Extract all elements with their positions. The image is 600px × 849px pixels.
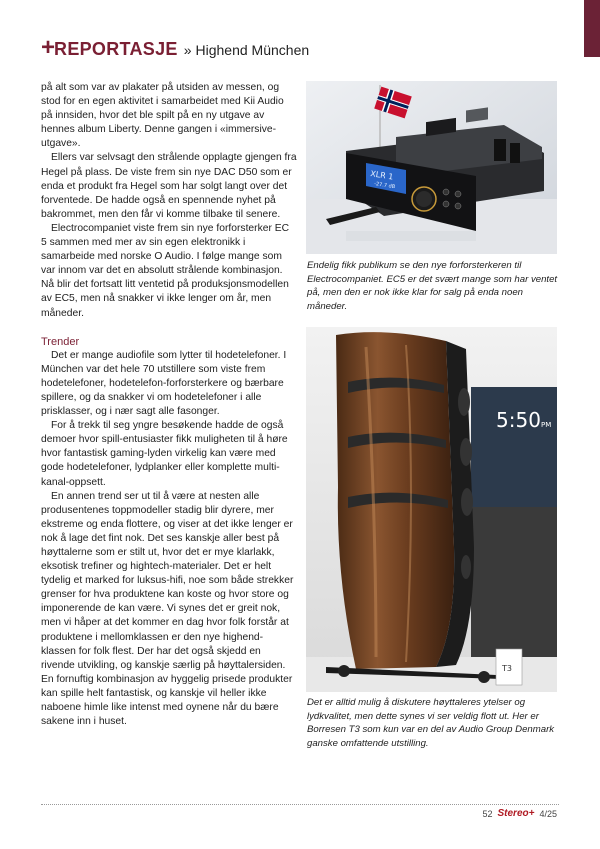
photo-speaker-illustration [306, 327, 557, 692]
corner-color-tab [584, 0, 600, 57]
page-number: 52 [482, 808, 493, 819]
article-paragraph: Electrocompaniet viste frem sin nye forforsterker EC 5 sammen med mer av sin egen elektronikk i samarbeide med norske O Audio. I følge mange som var innom var det en absolutt strålende kombinasjon. Nå blir det fortsatt litt ventetid på produksjonsmodellen av EC5, men nå snakker vi ikke lenger om år, men måneder. [41, 222, 290, 319]
photo-preamplifier [306, 81, 557, 254]
section-subtitle: Highend München [195, 42, 310, 58]
photo-speaker [306, 327, 557, 692]
article-paragraph: på alt som var av plakater på utsiden av messen, og stod for en egen aktivitet i samarbeidet med Kii Audio på innsiden, hvor det ble spilt på en ny utgave av hennes album Liberty. Denne gangen i «immersive-utgave». [41, 82, 284, 150]
photo-caption-preamplifier: Endelig fikk publikum se den nye forforsterkeren til Electrocompaniet. EC5 er det svært mange som har ventet på, men den er nok ikke klar for salg på enda noen måneder. [307, 260, 558, 312]
footer-divider [41, 804, 559, 805]
product-sign-text: T3 [502, 664, 512, 673]
background-screen-clock: 5:50 [496, 408, 541, 432]
issue-number: 4/25 [539, 808, 557, 819]
background-screen-clock-suffix: PM [541, 421, 552, 429]
article-paragraph: En annen trend ser ut til å være at nesten alle produsentenes toppmodeller stadig blir dyrere, mer ekstreme og enda flottere, og viser at det ikke lenger er nok å lage det fint nok. Det ses kanskje aller best på høyttalerne som er stilt ut, hvor det er mye klarlakk, eksotisk trefiner og hightech-materialer. Det er helt tydelig et marked for luksus-hifi, noe som både strekker grenser for hva produktene kan koste og hvor store og imponerende de kan være. Vi synes det er greit nok, men vi håper at det kommer en dag hvor folk forstår at produktene i mellomklassen er den nye highend-klassen for folk flest. Der har det også skjedd en rivende utvikling, og kanskje særlig på høyttalersiden. En fornuftig kombinasjon av hyggelig prisede produkter kan spille helt fantastisk, og kanskje vil heller ikke naboene himle like intenst med oynene når du bære sakene inn i huset. [41, 490, 294, 728]
speaker-cabinet [336, 332, 474, 669]
display-source-text: XLR 1 [369, 169, 394, 182]
photo-caption-speaker: Det er alltid mulig å diskutere høyttaleres ytelser og lydkvalitet, men dette synes vi ser veldig flott ut. Her er Borresen T3 som kun var en del av Audio Group Denmark ganske omfattende utstilling. [307, 697, 555, 749]
article-paragraph: Det er mange audiofile som lytter til hodetelefoner. I München var det hele 70 utstillere som viste frem hodetelefoner, hodetelefon-forforsterkere og bærbare spillere, og da snakker vi om hodetelefoner i alle prisklasser, og i nær sagt alle fasonger. [41, 349, 287, 418]
article-text-column [41, 81, 297, 729]
subheading-trender: Trender [41, 335, 80, 348]
magazine-logo: Stereo+ [497, 808, 535, 819]
display-level-text: -27.7 dB [373, 181, 396, 191]
breadcrumb-separator: » [183, 42, 192, 58]
section-plus-mark: + [41, 34, 56, 61]
section-title: REPORTASJE [54, 39, 178, 59]
section-header [41, 34, 310, 64]
page-footer [482, 808, 557, 819]
photo-preamplifier-illustration [306, 81, 557, 254]
article-paragraph: For å trekk til seg yngre besøkende hadde de også demoer hvor spill-entusiaster fikk muligheten til å høre hvor fantastisk gaming-lyden virkelig kan være med gode hodetelefoner, lydplanker eller komplette multi-kanal-oppsett. [41, 420, 288, 488]
product-info-sign [496, 649, 522, 685]
article-paragraph: Ellers var selvsagt den strålende opplagte gjengen fra Hegel på plass. De viste frem sin nye DAC D50 som er enda et produkt fra Hegel som har solgt langt over det forventede. De hadde også en spennende nyhet på bakrommet, men den får vi komme tilbake til senere. [41, 152, 297, 220]
